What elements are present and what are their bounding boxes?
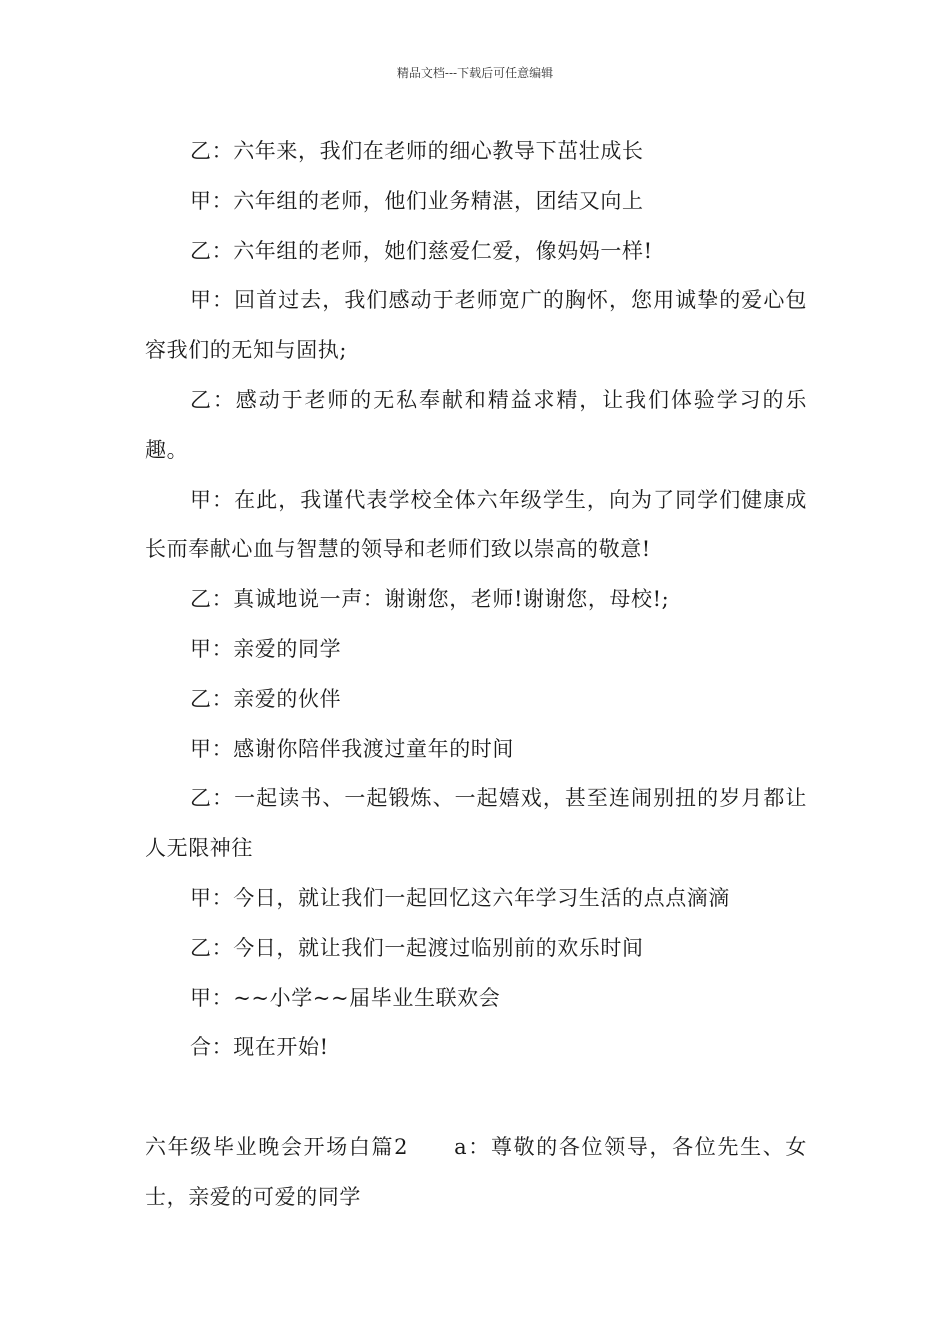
dialogue-line: 乙：亲爱的伙伴 — [190, 686, 342, 711]
dialogue-line: 甲：六年组的老师，他们业务精湛，团结又向上 — [190, 188, 644, 213]
dialogue-line: 甲：在此，我谨代表学校全体六年级学生，向为了同学们健康成长而奉献心血与智慧的领导和老师们致以崇高的敬意! — [145, 487, 807, 562]
section-gap — [145, 1073, 807, 1123]
dialogue-line: 甲：感谢你陪伴我渡过童年的时间 — [190, 736, 514, 761]
dialogue-line: 乙：真诚地说一声：谢谢您，老师!谢谢您，母校!; — [190, 587, 670, 612]
dialogue-line: 合：现在开始! — [190, 1035, 329, 1060]
dialogue-line: 甲：~~小学~~届毕业生联欢会 — [190, 985, 501, 1010]
page-header: 精品文档---下载后可任意编辑 — [396, 66, 554, 80]
dialogue-line: 乙：六年组的老师，她们慈爱仁爱，像妈妈一样! — [190, 238, 653, 263]
dialogue-line: 乙：今日，就让我们一起渡过临别前的欢乐时间 — [190, 935, 644, 960]
dialogue-line: 甲：回首过去，我们感动于老师宽广的胸怀，您用诚挚的爱心包容我们的无知与固执; — [145, 288, 807, 363]
document-body — [145, 127, 807, 1223]
dialogue-line: 乙：一起读书、一起锻炼、一起嬉戏，甚至连闹别扭的岁月都让人无限神往 — [145, 786, 807, 861]
dialogue-line: 乙：六年来，我们在老师的细心教导下茁壮成长 — [190, 139, 644, 163]
dialogue-line: 甲：今日，就让我们一起回忆这六年学习生活的点点滴滴 — [190, 885, 730, 910]
dialogue-line: 乙：感动于老师的无私奉献和精益求精，让我们体验学习的乐趣。 — [145, 387, 807, 462]
section-text: a：尊敬的各位领导，各位先生、女士，亲爱的可爱的同学 — [145, 1135, 808, 1209]
dialogue-line: 甲：亲爱的同学 — [190, 636, 342, 661]
section-block — [145, 1123, 807, 1223]
section-title: 六年级毕业晚会开场白篇2 — [145, 1135, 409, 1160]
